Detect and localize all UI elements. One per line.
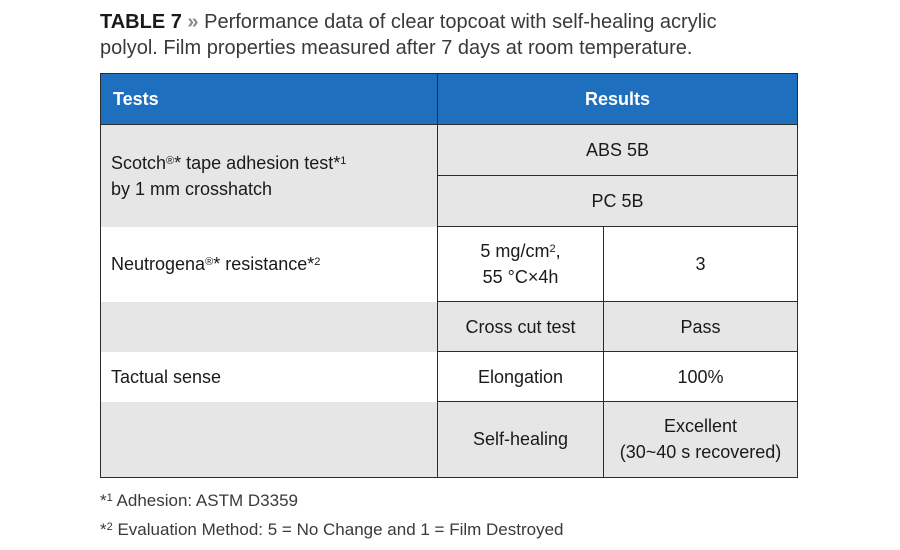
- caption-text-line2: polyol. Film properties measured after 7 days at room temperature.: [100, 37, 693, 59]
- table-caption: [100, 9, 800, 61]
- adhesion-label: Scotch®* tape adhesion test*$^1$ by 1 mm crosshatch: [101, 125, 438, 227]
- footnote-2: *$^2$ Evaluation Method: 5 = No Change and 1 = Film Destroyed: [100, 520, 564, 539]
- table-row: [101, 227, 798, 302]
- header-tests: Tests: [101, 74, 438, 125]
- table-row: [101, 302, 798, 352]
- tactual-test-elongation: Elongation: [438, 352, 604, 402]
- tactual-result-cross-cut: Pass: [604, 302, 798, 352]
- table-number: TABLE 7: [100, 11, 182, 33]
- neutrogena-result: 3: [604, 227, 798, 302]
- tactual-spacer-bottom: [101, 402, 438, 478]
- result-pc: PC 5B: [438, 176, 798, 227]
- table-row: [101, 352, 798, 402]
- table-header-row: [101, 74, 798, 125]
- footnotes: [100, 486, 564, 544]
- neutrogena-label: Neutrogena®* resistance*$^2$: [101, 227, 438, 302]
- table-row: [101, 125, 798, 176]
- header-results: Results: [438, 74, 798, 125]
- neutrogena-condition: 5 $mg/cm^2$, 55 °C×4h: [438, 227, 604, 302]
- table-row: [101, 402, 798, 478]
- tactual-result-elongation: 100%: [604, 352, 798, 402]
- footnote-1: *$^1$ Adhesion: ASTM D3359: [100, 491, 298, 510]
- performance-table: [100, 73, 798, 478]
- tactual-test-self-healing: Self-healing: [438, 402, 604, 478]
- tactual-test-cross-cut: Cross cut test: [438, 302, 604, 352]
- tactual-result-self-healing: Excellent (30~40 s recovered): [604, 402, 798, 478]
- tactual-label: Tactual sense: [101, 352, 438, 402]
- result-abs: ABS 5B: [438, 125, 798, 176]
- chevron-icon: »: [187, 11, 199, 33]
- caption-text-line1: Performance data of clear topcoat with self-healing acrylic: [204, 11, 717, 33]
- tactual-spacer-top: [101, 302, 438, 352]
